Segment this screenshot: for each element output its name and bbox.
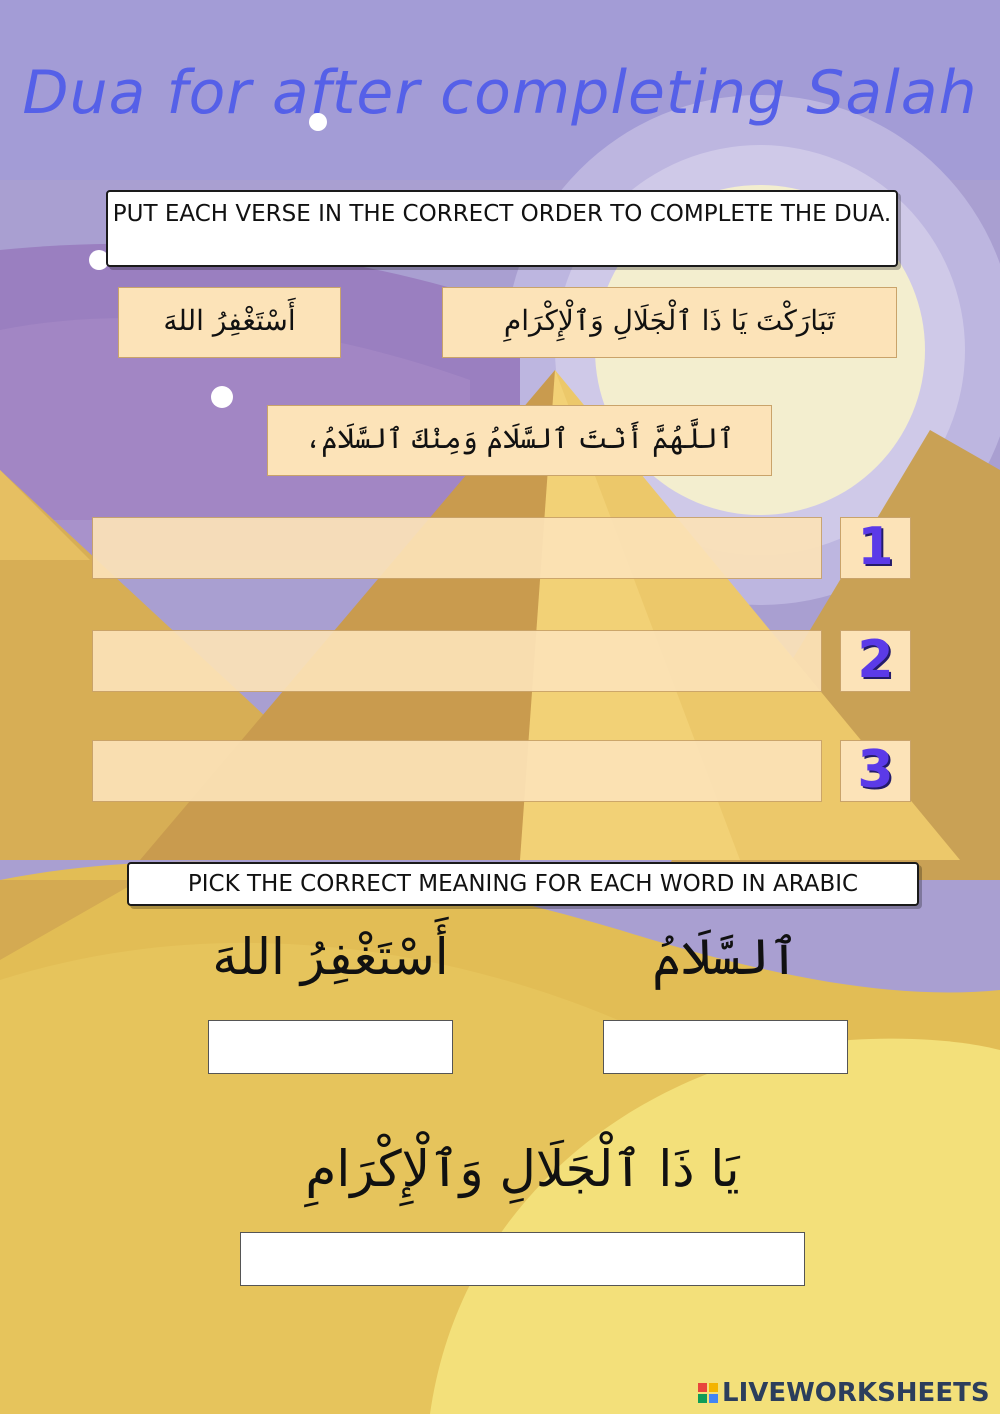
order-drop-slot-2[interactable] (92, 630, 822, 692)
meaning-answer-assalam[interactable] (603, 1020, 848, 1074)
order-drop-slot-1[interactable] (92, 517, 822, 579)
order-instruction-banner: PUT EACH VERSE IN THE CORRECT ORDER TO COMPLETE THE DUA. (106, 190, 898, 267)
meaning-answer-astaghfirullah[interactable] (208, 1020, 453, 1074)
meaning-word-assalam: ٱلسَّلَامُ (652, 928, 799, 986)
meaning-word-astaghfirullah: أَسْتَغْفِرُ اللهَ (212, 928, 449, 986)
brand-text: LIVEWORKSHEETS (722, 1378, 990, 1408)
liveworksheets-brand (698, 1378, 998, 1408)
meaning-instruction-banner: PICK THE CORRECT MEANING FOR EACH WORD IN ARABIC (127, 862, 919, 906)
order-number-1: 1 (840, 517, 911, 579)
verse-tile-astaghfirullah[interactable]: أَسْتَغْفِرُ اللهَ (118, 287, 341, 358)
verse-tile-allahumma[interactable]: ٱللَّهُمَّ أَنْتَ ٱلسَّلَامُ وَمِنْكَ ٱلسَّلَامُ، (267, 405, 772, 476)
order-number-3: 3 (840, 740, 911, 802)
order-number-2: 2 (840, 630, 911, 692)
liveworksheets-logo-icon (698, 1383, 718, 1403)
order-drop-slot-3[interactable] (92, 740, 822, 802)
meaning-word-ya-dhal-jalali: يَا ذَا ٱلْجَلَالِ وَٱلْإِكْرَامِ (305, 1140, 740, 1198)
page-title: Dua for after completing Salah (22, 58, 978, 128)
verse-tile-tabarakta[interactable]: تَبَارَكْتَ يَا ذَا ٱلْجَلَالِ وَٱلْإِكْرَامِ (442, 287, 897, 358)
meaning-answer-ya-dhal-jalali[interactable] (240, 1232, 805, 1286)
